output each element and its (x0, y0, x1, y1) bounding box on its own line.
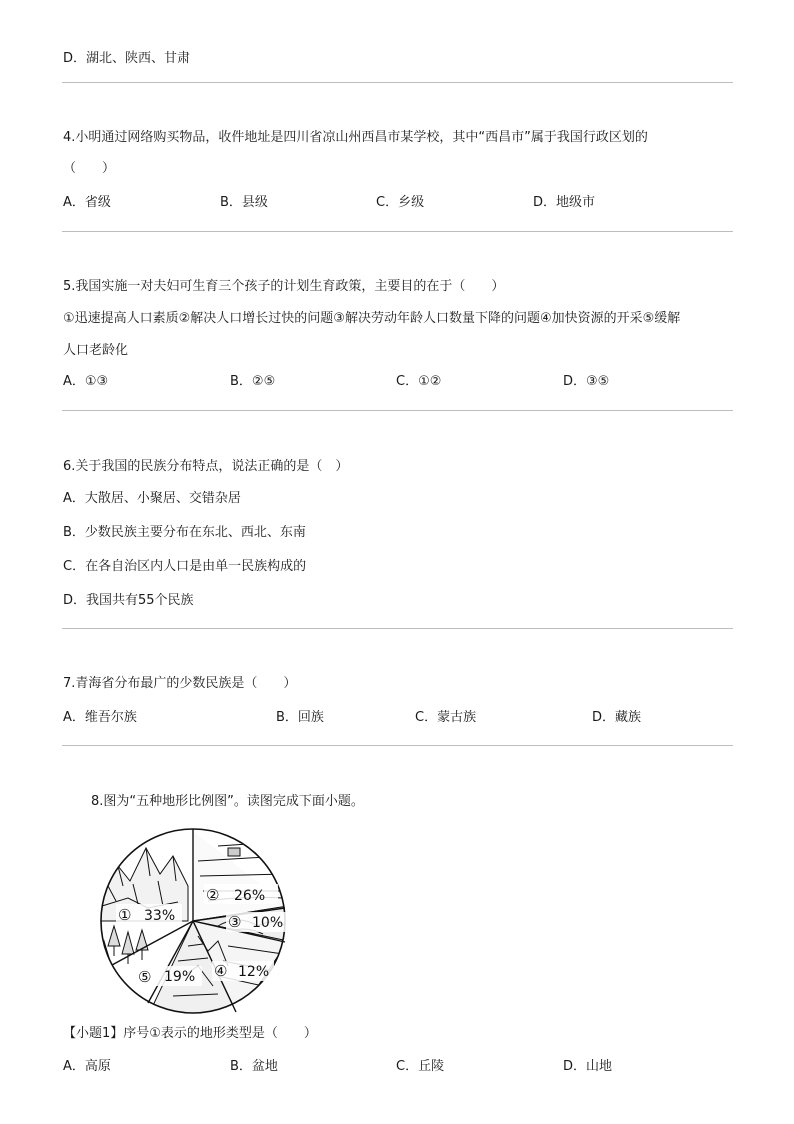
q8-sub1-option-d[interactable]: D．山地 (563, 1059, 613, 1074)
q5-option-c[interactable]: C．①② (396, 374, 442, 389)
divider (62, 410, 733, 411)
q3-option-d: D．湖北、陕西、甘肃 (63, 51, 191, 66)
label-2-num: ② (206, 886, 220, 904)
q5-stem: 5.我国实施一对夫妇可生育三个孩子的计划生育政策，主要目的在于（ ） (63, 279, 505, 294)
q6-option-c[interactable]: C．在各自治区内人口是由单一民族构成的 (63, 559, 307, 574)
q4-option-d[interactable]: D．地级市 (533, 195, 596, 210)
q5-options (63, 370, 743, 390)
q7-options (63, 706, 743, 726)
q5-items-line2: 人口老龄化 (63, 343, 129, 358)
label-5-num: ⑤ (138, 968, 152, 986)
label-3-num: ③ (228, 913, 242, 931)
q8-sub1-option-c[interactable]: C．丘陵 (396, 1059, 445, 1074)
divider (62, 82, 733, 83)
q7-option-a[interactable]: A．维吾尔族 (63, 710, 137, 725)
label-2-pct: 26% (234, 888, 266, 904)
label-4-num: ④ (214, 962, 228, 980)
divider (62, 745, 733, 746)
q7-option-b[interactable]: B．回族 (276, 710, 324, 725)
label-4-pct: 12% (238, 964, 270, 980)
label-1-num: ① (118, 906, 132, 924)
divider (62, 231, 733, 232)
q4-option-a[interactable]: A．省级 (63, 195, 111, 210)
q6-option-d[interactable]: D．我国共有55个民族 (63, 593, 194, 608)
q8-sub1-option-b[interactable]: B．盆地 (230, 1059, 278, 1074)
label-3-pct: 10% (252, 915, 284, 931)
q4-option-c[interactable]: C．乡级 (376, 195, 425, 210)
q4-stem: 4.小明通过网络购买物品，收件地址是四川省凉山州西昌市某学校，其中“西昌市”属于我国行政区划的 (63, 130, 648, 145)
q8-sub1-option-a[interactable]: A．高原 (63, 1059, 111, 1074)
q4-options (63, 191, 743, 211)
landform-pie-illustration (88, 826, 298, 1016)
q6-option-b[interactable]: B．少数民族主要分布在东北、西北、东南 (63, 525, 306, 540)
q8-sub1-options (63, 1055, 743, 1075)
q5-option-b[interactable]: B．②⑤ (230, 374, 276, 389)
q8-sub1-stem: 【小题1】序号①表示的地形类型是（ ） (63, 1026, 317, 1041)
q5-option-a[interactable]: A．①③ (63, 374, 109, 389)
landform-ratio-figure (88, 826, 298, 1016)
q7-option-d[interactable]: D．藏族 (592, 710, 642, 725)
q5-items-line1: ①迅速提高人口素质②解决人口增长过快的问题③解决劳动年龄人口数量下降的问题④加快资源的开采⑤缓解 (63, 311, 681, 326)
q7-stem: 7.青海省分布最广的少数民族是（ ） (63, 676, 297, 691)
q6-option-a[interactable]: A．大散居、小聚居、交错杂居 (63, 491, 241, 506)
q8-stem: 8.图为“五种地形比例图”。读图完成下面小题。 (91, 794, 364, 809)
q6-stem: 6.关于我国的民族分布特点，说法正确的是（ ） (63, 459, 349, 474)
q7-option-c[interactable]: C．蒙古族 (415, 710, 477, 725)
divider (62, 628, 733, 629)
q4-option-b[interactable]: B．县级 (220, 195, 268, 210)
label-5-pct: 19% (164, 969, 196, 985)
label-1-pct: 33% (144, 908, 176, 924)
q4-stem-bracket: （ ） (63, 161, 116, 176)
q5-option-d[interactable]: D．③⑤ (563, 374, 610, 389)
